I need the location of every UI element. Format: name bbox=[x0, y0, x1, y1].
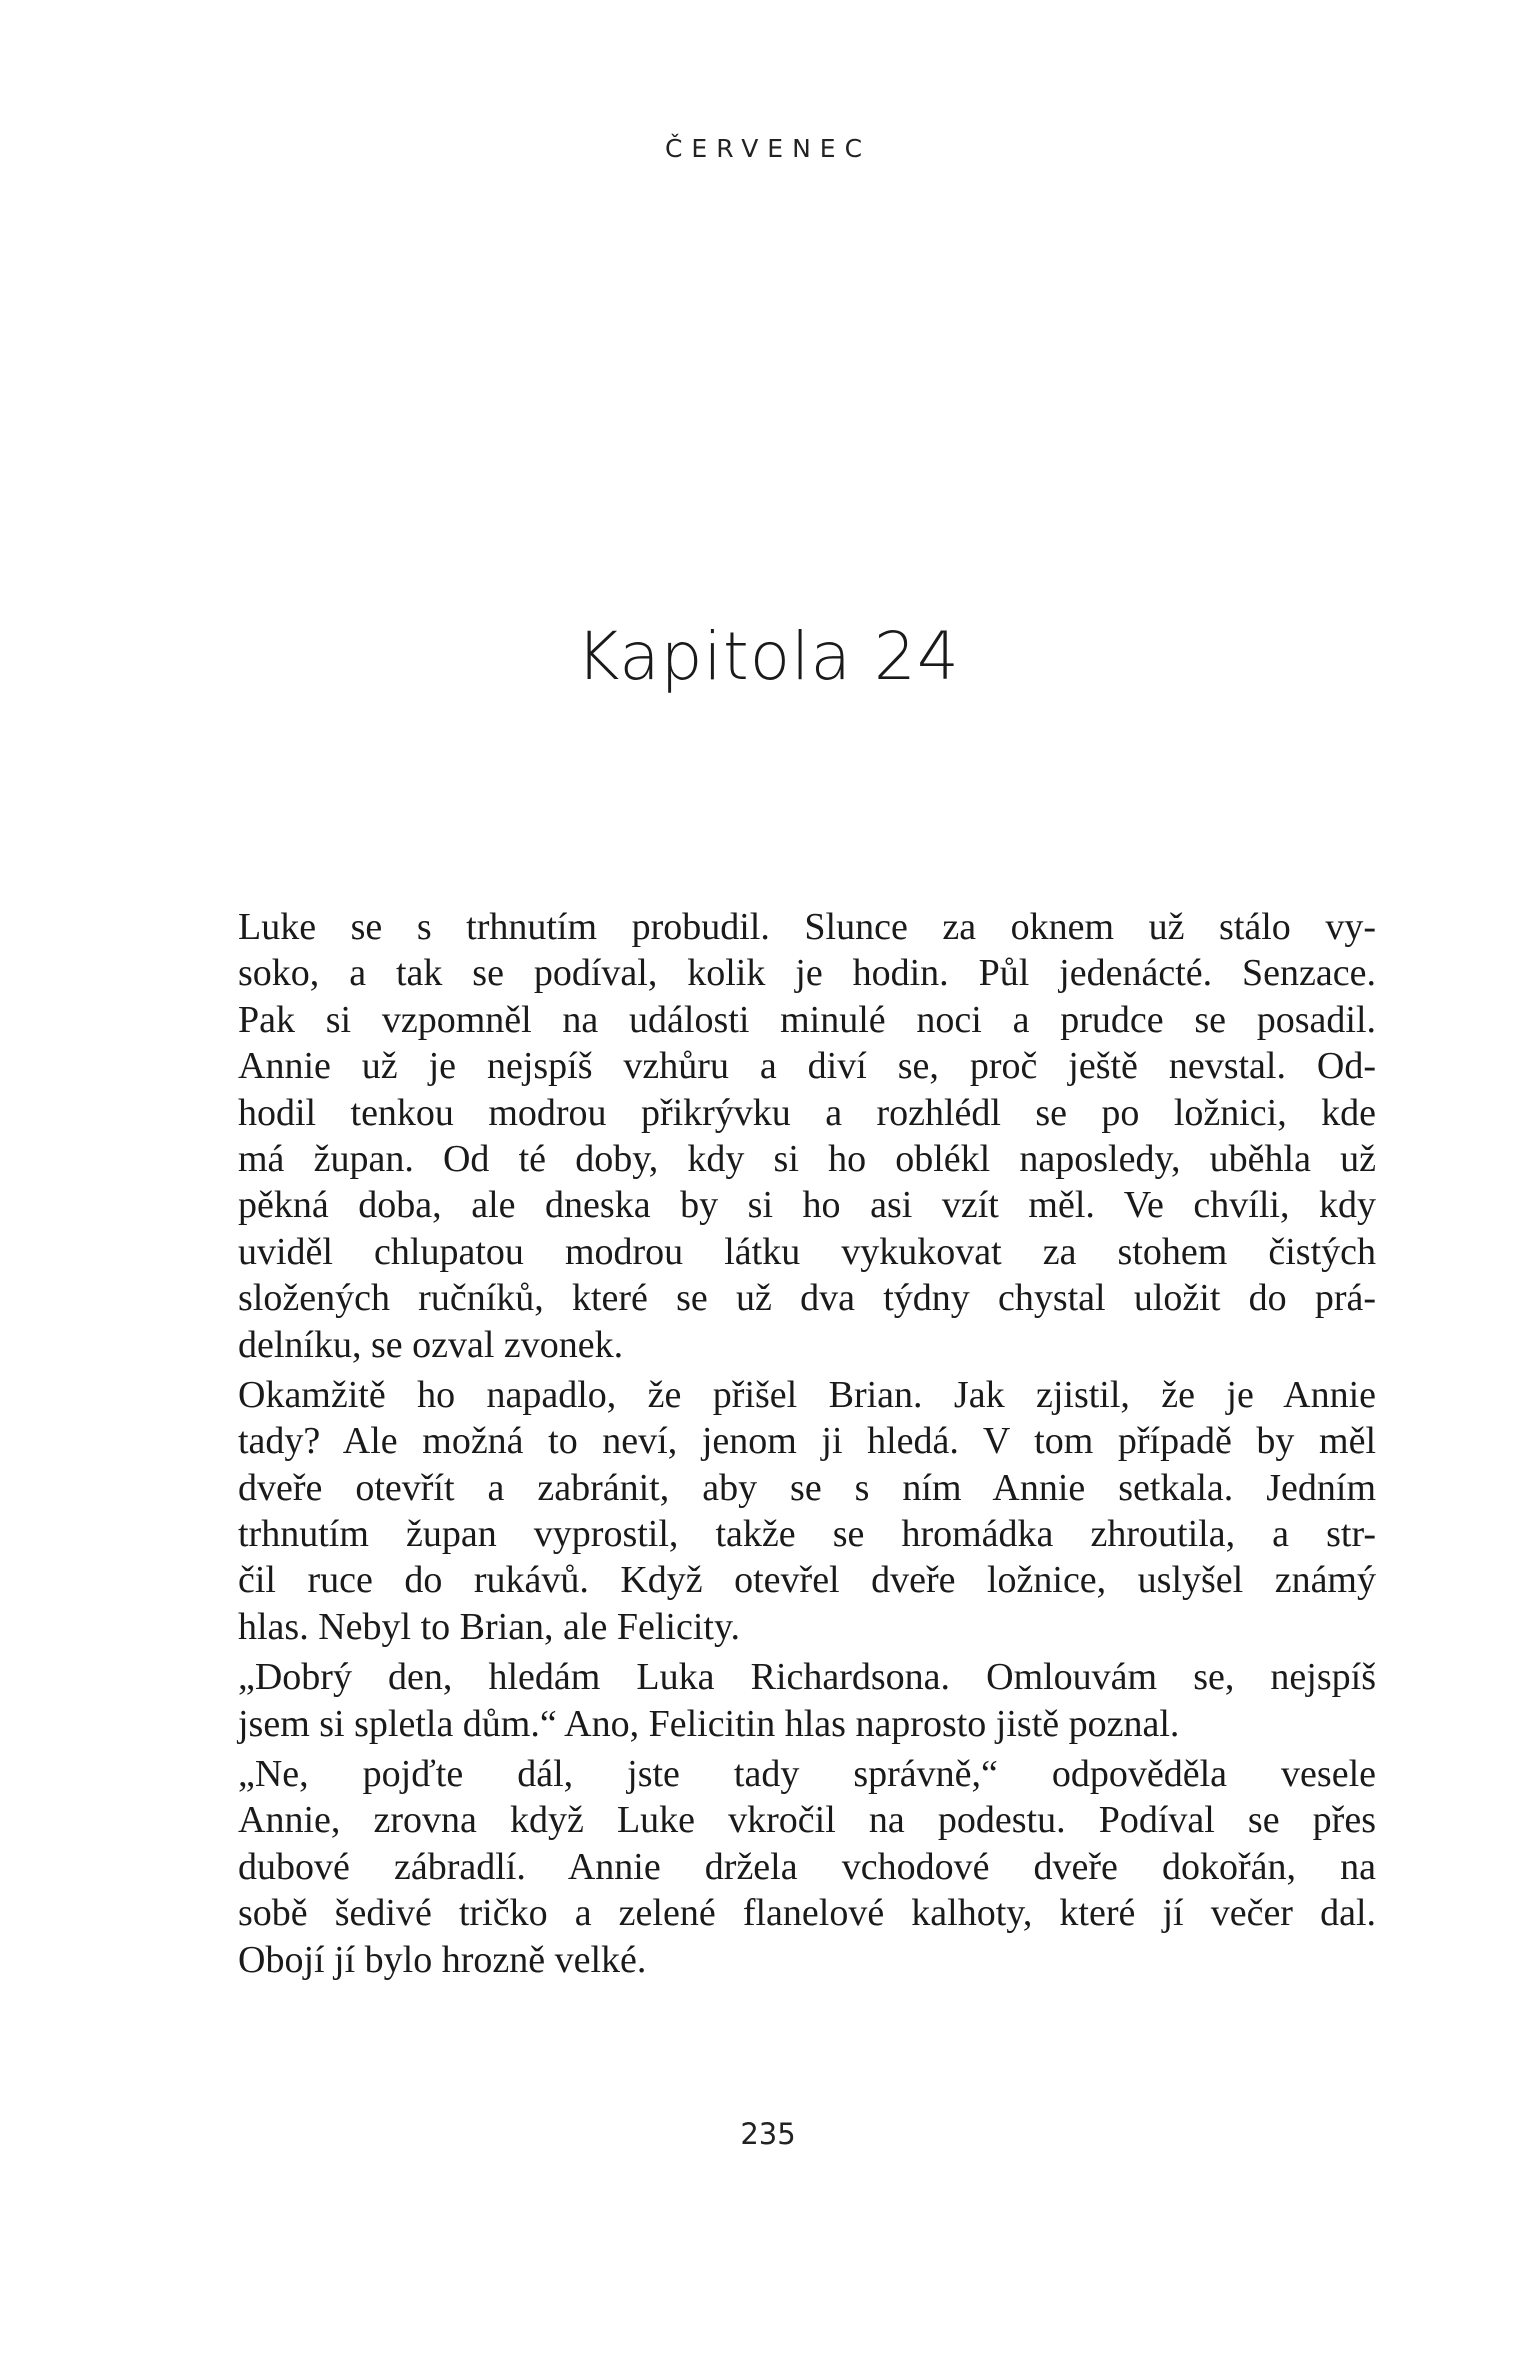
text-line: má župan. Od té doby, kdy si ho oblékl naposledy, uběhla už bbox=[238, 1137, 1376, 1180]
text-line: hlas. Nebyl to Brian, ale Felicity. bbox=[238, 1605, 740, 1648]
text-line: složených ručníků, které se už dva týdny chystal uložit do prá- bbox=[238, 1277, 1376, 1320]
paragraph-4 bbox=[238, 1751, 1376, 1983]
paragraph-2 bbox=[238, 1372, 1376, 1650]
text-line: Luke se s trhnutím probudil. Slunce za oknem už stálo vy- bbox=[238, 906, 1376, 948]
text-line: uviděl chlupatou modrou látku vykukovat za stohem čistých bbox=[238, 1230, 1376, 1273]
text-line: Pak si vzpomněl na události minulé noci a prudce se posadil. bbox=[238, 998, 1376, 1041]
text-line: Annie už je nejspíš vzhůru a diví se, proč ještě nevstal. Od- bbox=[238, 1045, 1376, 1088]
text-line: dveře otevřít a zabránit, aby se s ním Annie setkala. Jedním bbox=[238, 1466, 1376, 1509]
text-line: delníku, se ozval zvonek. bbox=[238, 1323, 624, 1366]
text-line: trhnutím župan vyprostil, takže se hromádka zhroutila, a str- bbox=[238, 1513, 1376, 1556]
text-line: pěkná doba, ale dneska by si ho asi vzít měl. Ve chvíli, kdy bbox=[238, 1184, 1376, 1227]
running-head: ČERVENEC bbox=[664, 134, 872, 163]
text-line: hodil tenkou modrou přikrývku a rozhlédl se po ložnici, kde bbox=[238, 1091, 1376, 1134]
text-line: „Dobrý den, hledám Luka Richardsona. Omlouvám se, nejspíš bbox=[238, 1656, 1376, 1699]
text-line: Obojí jí bylo hrozně velké. bbox=[238, 1938, 647, 1981]
text-line: „Ne, pojďte dál, jste tady správně,“ odpověděla vesele bbox=[238, 1753, 1376, 1796]
paragraph-1 bbox=[238, 904, 1376, 1368]
text-line: dubové zábradlí. Annie držela vchodové dveře dokořán, na bbox=[238, 1845, 1376, 1888]
text-line: soko, a tak se podíval, kolik je hodin. Půl jedenácté. Senzace. bbox=[238, 952, 1376, 995]
chapter-title: Kapitola 24 bbox=[576, 618, 960, 695]
text-line: čil ruce do rukávů. Když otevřel dveře ložnice, uslyšel známý bbox=[238, 1559, 1376, 1602]
text-line: sobě šedivé tričko a zelené flanelové kalhoty, které jí večer dal. bbox=[238, 1892, 1376, 1935]
text-line: Annie, zrovna když Luke vkročil na podestu. Podíval se přes bbox=[238, 1799, 1376, 1842]
text-line: Okamžitě ho napadlo, že přišel Brian. Jak zjistil, že je Annie bbox=[238, 1373, 1376, 1416]
text-line: jsem si spletla dům.“ Ano, Felicitin hlas naprosto jistě poznal. bbox=[238, 1702, 1180, 1745]
text-line: tady? Ale možná to neví, jenom ji hledá. V tom případě by měl bbox=[238, 1420, 1376, 1463]
body-text bbox=[238, 904, 1376, 1987]
paragraph-3 bbox=[238, 1654, 1376, 1747]
page-number: 235 bbox=[740, 2117, 796, 2151]
